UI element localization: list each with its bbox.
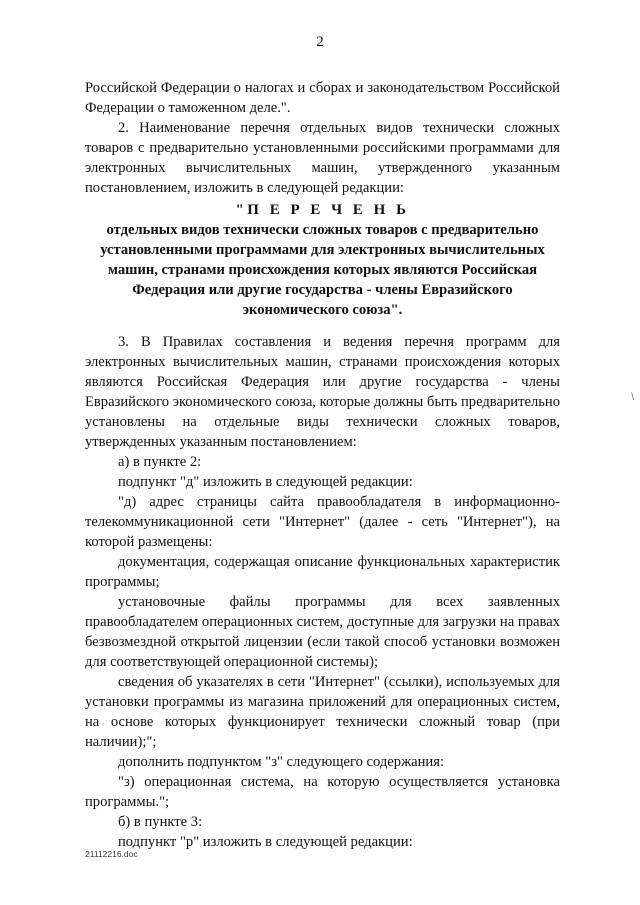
list-entry-links: сведения об указателях в сети "Интернет" (ссылки), используемых для установки программы из магазина приложений для операционных систем, на основе которых функционирует технически сложный товар (при наличии);";: [85, 674, 560, 750]
list-entry-installation-files: установочные файлы программы для всех заявленных правообладателем операционных систем, доступные для загрузки на правах безвозмездной открытой лицензии (если такой способ установки возможен для соответствующей операционной системы);: [85, 594, 560, 670]
subparagraph-z-intro: дополнить подпунктом "з" следующего содержания:: [118, 754, 445, 770]
subitem-a: а) в пункте 2:: [118, 454, 202, 470]
page-number: 2: [316, 34, 324, 50]
subparagraph-z-text: "з) операционная система, на которую осуществляется установка программы.";: [85, 774, 560, 810]
list-heading: [85, 200, 560, 320]
document-filename: 21112216.doc: [85, 849, 138, 859]
subparagraph-d-text: "д) адрес страницы сайта правообладателя в информационно-телекоммуникационной сети "Интернет" (далее - сеть "Интернет"), на которой размещены:: [85, 494, 560, 550]
paragraph-continuation: Российской Федерации о налогах и сборах и законодательством Российской Федерации о таможенном деле.".: [85, 80, 560, 116]
list-heading-subtitle: отдельных видов технически сложных товаров с предварительно установленными программами для электронных вычислительных машин, странами происхождения которых являются Российская Федерация или другие государства - члены Евразийского экономического союза".: [100, 222, 545, 318]
list-entry-documentation: документация, содержащая описание функциональных характеристик программы;: [85, 554, 560, 590]
document-body: [85, 78, 560, 852]
list-heading-title: "П Е Р Е Ч Е Н Ь: [235, 202, 410, 218]
margin-mark: \: [631, 392, 634, 403]
subparagraph-d-intro: подпункт "д" изложить в следующей редакции:: [118, 474, 413, 490]
subitem-b: б) в пункте 3:: [118, 814, 203, 830]
paragraph-item-3: 3. В Правилах составления и ведения перечня программ для электронных вычислительных машин, странами происхождения которых являются Российская Федерация или другие государства - члены Евразийского экономического союза, которые должны быть предварительно установлены на отдельные виды технически сложных товаров, утвержденных указанным постановлением:: [85, 334, 560, 450]
paragraph-item-2: 2. Наименование перечня отдельных видов технически сложных товаров с предварительно установленными российскими программами для электронных вычислительных машин, утвержденного указанным постановлением, изложить в следующей редакции:: [85, 120, 560, 196]
subparagraph-r-intro: подпункт "р" изложить в следующей редакции:: [118, 834, 413, 850]
